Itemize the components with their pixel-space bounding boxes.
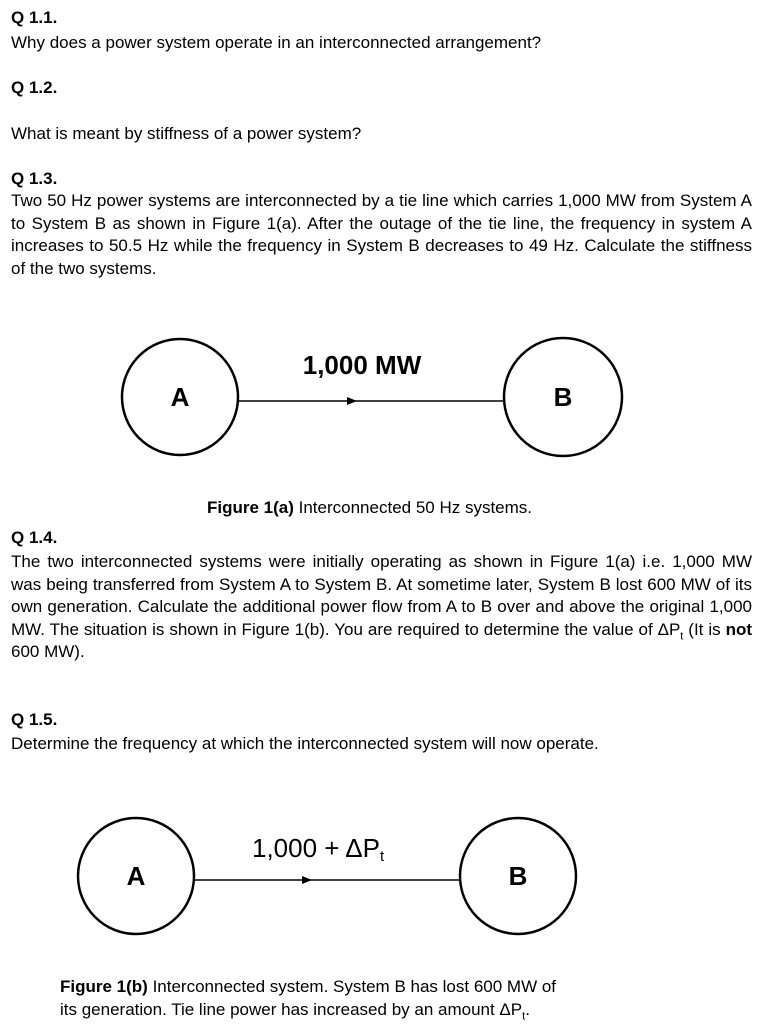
figure-1b-caption-text-line1: Interconnected system. System B has lost 600 MW of	[147, 977, 557, 996]
figure-1a-caption-text: Interconnected 50 Hz systems.	[293, 498, 533, 517]
system-b-label: B	[508, 861, 528, 891]
flow-arrow	[302, 876, 312, 884]
question-1-4-text-part3: 600 MW).	[11, 642, 85, 661]
tie-line-power-label: 1,000 MW	[302, 350, 422, 380]
figure-1b-caption-text-end: .	[525, 999, 530, 1019]
system-a-label: A	[170, 382, 190, 412]
system-a-label: A	[126, 861, 146, 891]
figure-1b-caption-text-line2: its generation. Tie line power has increased by an amount ΔP	[60, 999, 523, 1019]
question-1-4-subscript: t	[680, 629, 684, 642]
figure-1b-caption	[60, 976, 556, 1021]
system-b-label: B	[553, 382, 573, 412]
question-1-4-text	[11, 551, 752, 664]
question-1-4-bold-word: not	[725, 619, 752, 639]
tie-line-power-label-subscript: t	[379, 848, 385, 865]
question-1-1-text: Why does a power system operate in an interconnected arrangement?	[11, 33, 542, 52]
figure-1b	[0, 815, 768, 965]
question-1-4-text-part2: (It is	[683, 619, 726, 639]
question-1-4-text-part1: The two interconnected systems were initially operating as shown in Figure 1(a) i.e. 1,000 MW was being transferred from System A to System B. At sometime later, System B lost 600 MW of its own generation. Calculate the additional power flow from A to B over and above the original 1,000 MW. The situation is shown in Figure 1(b). You are required to determine the value of ΔP	[11, 552, 752, 639]
question-1-2-label: Q 1.2.	[11, 78, 58, 97]
question-1-2-text: What is meant by stiffness of a power system?	[11, 124, 362, 143]
figure-1a	[0, 330, 768, 480]
flow-arrow	[347, 397, 357, 405]
question-1-3-label: Q 1.3.	[11, 169, 58, 188]
tie-line-power-label	[252, 833, 385, 865]
figure-1b-caption-subscript: t	[522, 1009, 526, 1022]
tie-line-power-label-main: 1,000 + ΔP	[252, 833, 380, 863]
question-1-1-label: Q 1.1.	[11, 8, 58, 27]
figure-1a-caption-title: Figure 1(a)	[207, 498, 294, 517]
figure-1b-diagram	[0, 815, 768, 965]
figure-1a-caption	[207, 497, 532, 520]
figure-1a-diagram	[0, 330, 768, 480]
question-1-5-label: Q 1.5.	[11, 710, 58, 729]
question-1-3-text: Two 50 Hz power systems are interconnected by a tie line which carries 1,000 MW from System A to System B as shown in Figure 1(a). After the outage of the tie line, the frequency in system A increases to 50.5 Hz while the frequency in System B decreases to 49 Hz. Calculate the stiffness of the two systems.	[11, 191, 752, 278]
question-1-4-label: Q 1.4.	[11, 528, 58, 547]
figure-1b-caption-title: Figure 1(b)	[60, 977, 148, 996]
question-1-5-text: Determine the frequency at which the interconnected system will now operate.	[11, 734, 599, 753]
